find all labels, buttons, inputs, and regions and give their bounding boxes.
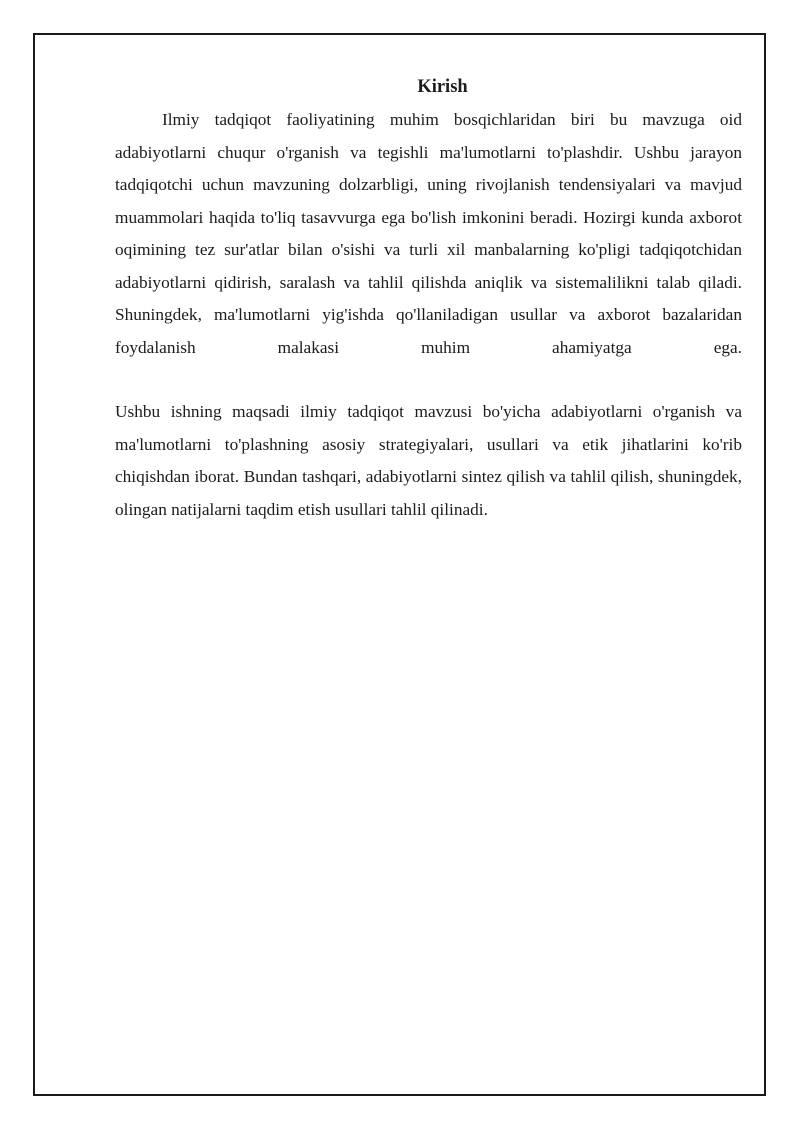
paragraph-intro: Ilmiy tadqiqot faoliyatining muhim bosqichlaridan biri bu mavzuga oid adabiyotlarni chuqur o'rganish va tegishli ma'lumotlarni to'plashdir. Ushbu jarayon tadqiqotchi uchun mavzuning dolzarbligi, uning rivojlanish tendensiyalari va mavjud muammolari haqida to'liq tasavvurga ega bo'lish imkonini beradi. Hozirgi kunda axborot oqimining tez sur'atlar bilan o'sishi va turli xil manbalarning ko'pligi tadqiqotchidan adabiyotlarni qidirish, saralash va tahlil qilishda aniqlik va sistemalilikni talab qiladi. Shuningdek, ma'lumotlarni yig'ishda qo'llaniladigan usullar va axborot bazalaridan foydalanish malakasi muhim ahamiyatga ega.: [115, 110, 742, 357]
section-heading: Kirish: [417, 77, 468, 97]
document-body: [115, 70, 742, 526]
paragraph-purpose: Ushbu ishning maqsadi ilmiy tadqiqot mavzusi bo'yicha adabiyotlarni o'rganish va ma'lumotlarni to'plashning asosiy strategiyalari, usullari va etik jihatlarini ko'rib chiqishdan iborat. Bundan tashqari, adabiyotlarni sintez qilish va tahlil qilish, shuningdek, olingan natijalarni taqdim etish usullari tahlil qilinadi.: [115, 402, 742, 519]
